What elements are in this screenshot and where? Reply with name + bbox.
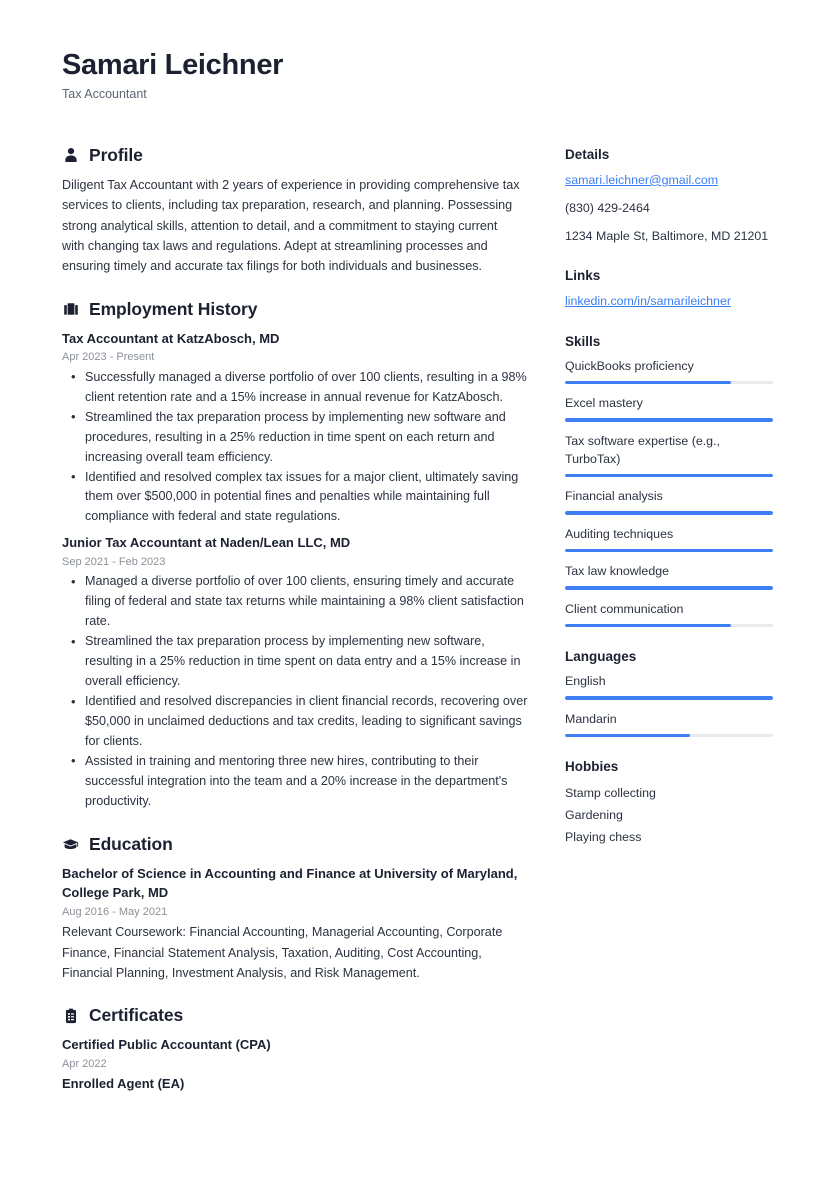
certificate-entry [62, 1074, 530, 1094]
certificate-entry [62, 1035, 530, 1072]
language-row [565, 711, 773, 737]
briefcase-icon [62, 301, 79, 318]
list-item: • Managed a diverse portfolio of over 100 clients, ensuring timely and accurate filing of federal and state tax returns while maintaining a 98% client satisfaction rate. [62, 572, 530, 632]
section-education-title: Education [89, 833, 173, 854]
hobby-item: Stamp collecting [565, 786, 656, 801]
list-item: • Identified and resolved discrepancies in client financial records, recovering over $50,000 in unclaimed deductions and tax credits, leading to significant savings for clients. [62, 692, 530, 752]
skill-progress-fill [565, 381, 731, 385]
mailing-address: 1234 Maple St, Baltimore, MD 21201 [565, 229, 769, 244]
skill-progress-fill [565, 586, 773, 590]
list-item: • Identified and resolved complex tax issues for a major client, ultimately saving them over $500,000 in potential fines and penalties while maintaining full compliance with federal and state regulations. [62, 468, 530, 528]
sidebar-hobbies-title: Hobbies [565, 759, 619, 775]
skill-progress-track [565, 511, 773, 515]
language-progress-fill [565, 734, 690, 738]
candidate-job-title: Tax Accountant [62, 86, 147, 101]
resume-columns [62, 145, 771, 1116]
employment-entry [62, 533, 530, 811]
skill-row [565, 526, 773, 552]
sidebar-hobbies [565, 759, 773, 847]
skill-progress-track [565, 381, 773, 385]
section-profile-body [62, 175, 530, 277]
candidate-name: Samari Leichner [62, 49, 284, 81]
resume-header [62, 48, 771, 101]
list-item: • Assisted in training and mentoring three new hires, contributing to their successful integration into the team and a 20% increase in the department's productivity. [62, 752, 530, 812]
skill-progress-fill [565, 549, 773, 553]
skill-label: Tax law knowledge [565, 564, 670, 579]
section-certificates-title: Certificates [89, 1005, 184, 1026]
employment-entry-date: Sep 2021 - Feb 2023 [62, 555, 166, 568]
section-profile-header [62, 145, 530, 166]
skill-progress-track [565, 418, 773, 422]
certificate-entry-title: Enrolled Agent (EA) [62, 1076, 185, 1092]
language-row [565, 673, 773, 699]
employment-entry-date: Apr 2023 - Present [62, 351, 155, 364]
main-column [62, 145, 530, 1116]
employment-entry-title: Junior Tax Accountant at Naden/Lean LLC, MD [62, 535, 351, 551]
section-education [62, 834, 530, 984]
list-item: • Successfully managed a diverse portfolio of over 100 clients, resulting in a 98% client retention rate and a 15% increase in annual revenue for KatzAbosch. [62, 368, 530, 408]
list-item: • Streamlined the tax preparation process by implementing new software and procedures, resulting in a 25% reduction in time spent on each return and increasing overall team efficiency. [62, 408, 530, 468]
employment-entry [62, 329, 530, 528]
education-entry [62, 864, 530, 984]
sidebar-skills [565, 334, 773, 627]
section-profile-title: Profile [89, 144, 143, 165]
skill-progress-track [565, 474, 773, 478]
sidebar-links [565, 268, 773, 311]
skill-label: QuickBooks proficiency [565, 358, 694, 373]
graduation-cap-icon [62, 836, 79, 853]
skill-row [565, 433, 773, 477]
skill-row [565, 488, 773, 514]
section-education-header [62, 834, 530, 855]
section-certificates-header [62, 1005, 530, 1026]
skill-progress-track [565, 624, 773, 628]
skill-progress-track [565, 549, 773, 553]
education-entry-title: Bachelor of Science in Accounting and Finance at University of Maryland, College Park, MD [62, 865, 518, 901]
section-employment-body [62, 329, 530, 812]
language-progress-track [565, 734, 773, 738]
profile-text: Diligent Tax Accountant with 2 years of experience in providing comprehensive tax services to clients, including tax preparation, research, and planning. Possessing strong analytical skills, attention to detail, and a commitment to staying current with changing tax laws and regulations. Adept at streamlining processes and ensuring timely and accurate tax filings for both individuals and businesses. [62, 177, 520, 274]
language-progress-track [565, 696, 773, 700]
skill-row [565, 563, 773, 589]
sidebar-column [565, 145, 773, 870]
sidebar-links-title: Links [565, 268, 601, 284]
certificate-entry-date: Apr 2022 [62, 1057, 107, 1070]
email-link[interactable]: samari.leichner@gmail.com [565, 172, 719, 187]
phone-number: (830) 429-2464 [565, 201, 650, 216]
skill-label: Auditing techniques [565, 526, 674, 541]
language-progress-fill [565, 696, 773, 700]
person-icon [62, 147, 79, 164]
section-profile [62, 145, 530, 277]
sidebar-languages [565, 649, 773, 737]
section-employment-title: Employment History [89, 298, 258, 319]
skill-label: Client communication [565, 601, 684, 616]
linkedin-link[interactable]: linkedin.com/in/samarileichner [565, 294, 731, 309]
skill-progress-fill [565, 474, 773, 478]
language-label: Mandarin [565, 711, 617, 726]
skill-row [565, 358, 773, 384]
language-label: English [565, 674, 606, 689]
skill-row [565, 395, 773, 421]
employment-entry-title: Tax Accountant at KatzAbosch, MD [62, 330, 280, 346]
section-employment-header [62, 299, 530, 320]
list-item: • Streamlined the tax preparation process by implementing new software, resulting in a 25% reduction in time spent on data entry and a 15% increase in overall efficiency. [62, 632, 530, 692]
skill-label: Financial analysis [565, 489, 663, 504]
education-entry-description: Relevant Coursework: Financial Accounting, Managerial Accounting, Corporate Finance, Financial Statement Analysis, Taxation, Auditing, Cost Accounting, Financial Planning, Investment Analysis, and Risk Management. [62, 925, 503, 981]
section-certificates [62, 1005, 530, 1094]
sidebar-details [565, 147, 773, 247]
sidebar-skills-title: Skills [565, 333, 601, 349]
section-education-body [62, 864, 530, 984]
employment-entry-bullets [62, 572, 530, 811]
certificate-entry-title: Certified Public Accountant (CPA) [62, 1037, 271, 1053]
sidebar-languages-title: Languages [565, 649, 637, 665]
skill-label: Tax software expertise (e.g., TurboTax) [565, 433, 720, 466]
hobby-item: Playing chess [565, 830, 642, 845]
section-employment [62, 299, 530, 812]
education-entry-date: Aug 2016 - May 2021 [62, 905, 168, 918]
hobby-item: Gardening [565, 808, 623, 823]
section-certificates-body [62, 1035, 530, 1094]
skill-progress-fill [565, 624, 731, 628]
skill-progress-fill [565, 511, 773, 515]
clipboard-icon [62, 1007, 79, 1024]
skill-label: Excel mastery [565, 396, 643, 411]
skill-progress-track [565, 586, 773, 590]
employment-entry-bullets [62, 368, 530, 528]
sidebar-details-title: Details [565, 146, 610, 162]
skill-row [565, 601, 773, 627]
skill-progress-fill [565, 418, 773, 422]
